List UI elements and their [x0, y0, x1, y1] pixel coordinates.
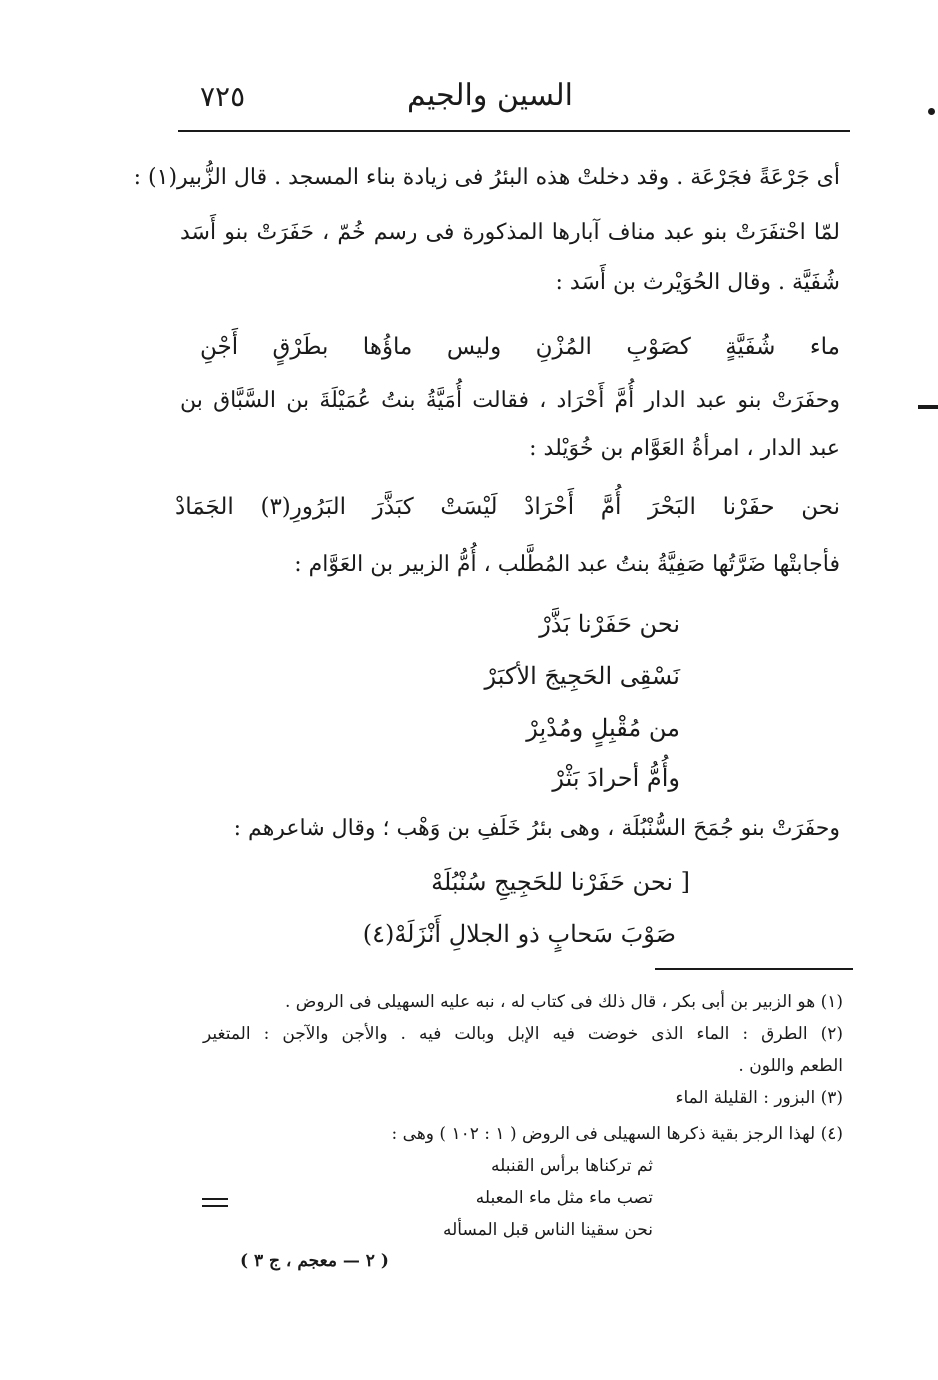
margin-dash	[918, 405, 938, 409]
footnote: (٢) الطرق : الماء الذى خوضت فيه الإبل وبالت فيه . والأجن والآجن : المتغير	[203, 1024, 843, 1044]
equals-mark	[202, 1198, 228, 1212]
rajaz-line: نحن حَفَرْنا بَذَّرْ	[539, 610, 680, 638]
prose-line: شُفَيَّة . وقال الحُوَيْرث بن أَسَد :	[555, 270, 840, 295]
footnote-verse-line: ثم تركناها برأس القنبله	[490, 1156, 653, 1176]
rajaz-line: من مُقْبِلٍ ومُدْبِرْ	[526, 714, 680, 742]
header-rule	[178, 130, 850, 132]
footnote-rule	[655, 968, 853, 970]
footnote-verse-line: نحن سقينا الناس قبل المسأله	[442, 1220, 653, 1240]
verse-line: نحن حفَرْنا البَحْرَ أُمَّ أَحْرَادْ لَيْسَتْ كبَذَّرَ البَرُورِ(٣) الجَمَادْ	[175, 494, 840, 520]
verse-line: ماء شُفَيَّةٍ كصَوْبِ المُزْنِ وليس ماؤُها بطَرْقٍ أَجْنِ	[200, 334, 840, 360]
footnote: (١) هو الزبير بن أبى بكر ، قال ذلك فى كتاب له ، نبه عليه السهيلى فى الروض .	[284, 992, 843, 1012]
footnote: (٤) لهذا الرجز بقية ذكرها السهيلى فى الروض ( ١ : ١٠٢ ) وهى :	[391, 1124, 843, 1144]
footnote-verse-line: تصب ماء مثل ماء المعبله	[475, 1188, 653, 1208]
footnote: الطعم واللون .	[738, 1056, 843, 1076]
rajaz-line: وأُمُّ أحرادَ بَثْرْ	[552, 764, 680, 792]
margin-mark	[928, 108, 935, 115]
rajaz-line: [ نحن حَفَرْنا للحَجِيجِ سُنْبُلَهْ	[431, 868, 690, 896]
prose-line: أى جَرْعَةً فجَرْعَة . وقد دخلتْ هذه البئرُ فى زيادة بناء المسجد . قال الزُّبير(١) :	[133, 165, 840, 190]
prose-line: فأجابتْها ضَرَّتُها صَفِيَّةُ بنتُ عبد المُطَّلب ، أُمُّ الزبير بن العَوَّام :	[294, 552, 840, 577]
signature-mark: ( ٢ — معجم ، ج ٣ )	[240, 1251, 389, 1271]
prose-line: وحفَرَتْ بنو جُمَحَ السُّنْبُلَة ، وهى بئرُ خَلَفِ بن وَهْب ؛ وقال شاعرهم :	[233, 816, 840, 841]
prose-line: عبد الدار ، امرأةُ العَوَّام بن خُوَيْلد :	[529, 436, 840, 461]
prose-line: لمّا احْتفَرَتْ بنو عبد مناف آبارها المذكورة فى رسم خُمّ ، حَفَرَتْ بنو أَسَد	[180, 220, 840, 245]
prose-line: وحفَرَتْ بنو عبد الدار أُمَّ أَحْرَاد ، فقالت أُمَيَّةُ بنتُ عُمَيْلَةَ بن السَّبَّاق بن	[180, 388, 840, 413]
page-number: ٧٢٥	[200, 80, 246, 113]
rajaz-line: صَوْبَ سَحابٍ ذو الجلالِ أَنْزَلَهْ(٤)	[362, 920, 676, 948]
running-header-title: السين والجيم	[406, 78, 573, 113]
footnote: (٣) البزور : القليلة الماء	[675, 1088, 843, 1108]
rajaz-line: نَسْقِى الحَجِيجَ الأكبَرْ	[484, 662, 680, 690]
